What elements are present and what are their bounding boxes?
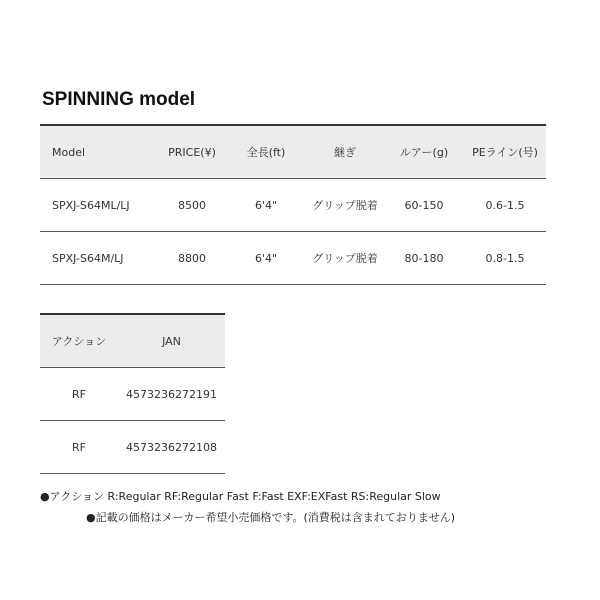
cell-pe-line: 0.8-1.5 [464, 232, 546, 285]
table-row [40, 232, 546, 285]
cell-price: 8500 [158, 179, 226, 232]
cell-joint: グリップ脱着 [306, 232, 384, 285]
jan-table [40, 313, 225, 474]
table-row [40, 368, 225, 421]
cell-action: RF [40, 421, 118, 474]
cell-joint: グリップ脱着 [306, 179, 384, 232]
cell-price: 8800 [158, 232, 226, 285]
cell-action: RF [40, 368, 118, 421]
header-pe-line: PEライン(号) [464, 125, 546, 179]
cell-model: SPXJ-S64M/LJ [40, 232, 158, 285]
cell-jan: 4573236272191 [118, 368, 225, 421]
header-jan: JAN [118, 314, 225, 368]
price-note: ●記載の価格はメーカー希望小売価格です。(消費税は含まれておりません) [86, 511, 456, 524]
header-length: 全長(ft) [226, 125, 306, 179]
table-row [40, 179, 546, 232]
cell-lure: 80-180 [384, 232, 464, 285]
header-model: Model [40, 125, 158, 179]
jan-table-header [40, 314, 225, 368]
action-legend-note: ●アクション R:Regular RF:Regular Fast F:Fast EXF:EXFast RS:Regular Slow [40, 490, 441, 503]
table-row [40, 421, 225, 474]
cell-length: 6'4" [226, 232, 306, 285]
cell-model: SPXJ-S64ML/LJ [40, 179, 158, 232]
header-action: アクション [40, 314, 118, 368]
cell-length: 6'4" [226, 179, 306, 232]
section-title: SPINNING model [42, 89, 196, 110]
header-price: PRICE(¥) [158, 125, 226, 179]
spec-table [40, 124, 546, 285]
header-lure: ルアー(g) [384, 125, 464, 179]
header-joint: 継ぎ [306, 125, 384, 179]
cell-jan: 4573236272108 [118, 421, 225, 474]
spec-table-header [40, 125, 546, 179]
cell-pe-line: 0.6-1.5 [464, 179, 546, 232]
cell-lure: 60-150 [384, 179, 464, 232]
